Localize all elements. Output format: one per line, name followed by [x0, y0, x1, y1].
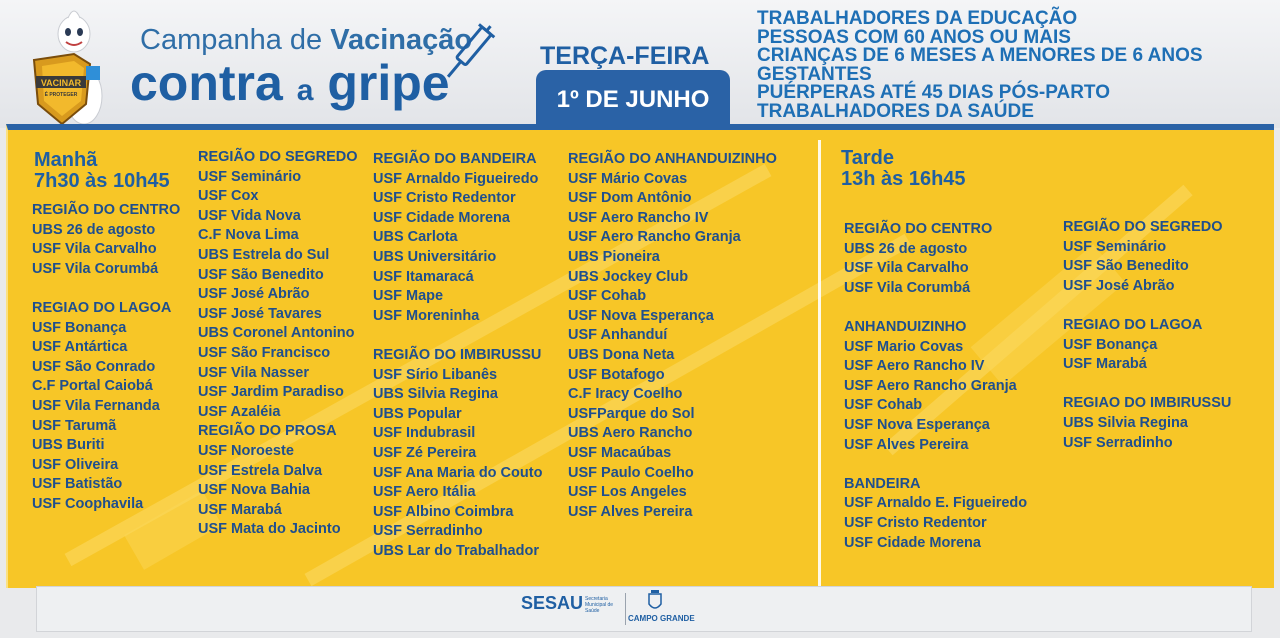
- health-unit-item: USF São Conrado: [32, 358, 156, 375]
- health-unit-item: USF Tarumã: [32, 417, 117, 434]
- health-unit-item: USF Dom Antônio: [568, 190, 692, 207]
- weekday-label: TERÇA-FEIRA: [540, 42, 710, 70]
- health-unit-item: USF Aero Itália: [373, 484, 476, 501]
- health-unit-item: USF Itamaracá: [373, 268, 474, 285]
- afternoon-column-2: [1063, 218, 1231, 453]
- health-unit-item: USF Jardim Paradiso: [198, 384, 344, 401]
- health-unit-item: USF Bonança: [1063, 336, 1158, 353]
- spacer: [1063, 375, 1231, 395]
- health-unit-item: UBS 26 de agosto: [844, 240, 968, 257]
- health-unit-item: UBS Jockey Club: [568, 268, 689, 285]
- health-unit-item: UBS 26 de agosto: [32, 221, 156, 238]
- health-unit-item: UBS Estrela do Sul: [198, 246, 330, 263]
- health-unit-item: UBS Lar do Trabalhador: [373, 542, 539, 559]
- health-unit-item: USF Alves Pereira: [844, 436, 969, 453]
- region-heading: REGIAO DO LAGOA: [32, 299, 172, 316]
- group-item: PUÉRPERAS ATÉ 45 DIAS PÓS-PARTO: [757, 82, 1110, 103]
- health-unit-item: USF São Benedito: [1063, 258, 1189, 275]
- group-item: TRABALHADORES DA EDUCAÇÃO: [757, 8, 1078, 29]
- health-unit-item: USF Mario Covas: [844, 338, 964, 355]
- health-unit-item: USF Cohab: [568, 288, 647, 305]
- health-unit-item: UBS Coronel Antonino: [198, 325, 355, 342]
- svg-text:É PROTEGER: É PROTEGER: [44, 92, 78, 98]
- health-unit-item: USF Cidade Morena: [844, 534, 981, 551]
- group-item: GESTANTES: [757, 63, 872, 85]
- region-heading: REGIÃO DO CENTRO: [844, 221, 993, 237]
- morning-column-2: [198, 148, 358, 540]
- health-unit-item: USF Moreninha: [373, 307, 480, 324]
- health-unit-item: USF Vila Nasser: [198, 364, 309, 381]
- health-unit-item: USF Vila Fernanda: [32, 397, 160, 414]
- schedule-panel: [6, 124, 1274, 588]
- health-unit-item: UBS Dona Neta: [568, 346, 675, 363]
- health-unit-item: USF Aero Rancho Granja: [568, 229, 741, 246]
- health-unit-item: USF Cox: [198, 188, 259, 205]
- sesau-subtitle: Secretaria Municipal de Saúde: [585, 596, 614, 614]
- health-unit-item: USF Mape: [373, 288, 444, 305]
- health-unit-item: UBS Popular: [373, 405, 462, 422]
- health-unit-item: USF Aero Rancho IV: [844, 358, 985, 375]
- health-unit-item: USF Mário Covas: [568, 170, 688, 187]
- health-unit-item: USF Coophavila: [32, 495, 144, 512]
- health-unit-item: UBS Pioneira: [568, 248, 660, 265]
- health-unit-item: UBS Buriti: [32, 437, 105, 454]
- health-unit-item: USF Los Angeles: [568, 484, 687, 501]
- morning-hours: 7h30 às 10h45: [34, 170, 170, 192]
- health-unit-item: C.F Nova Lima: [198, 227, 299, 244]
- svg-text:VACINAR: VACINAR: [40, 78, 82, 88]
- health-unit-item: C.F Portal Caiobá: [32, 378, 153, 395]
- health-unit-item: USF Zé Pereira: [373, 444, 477, 461]
- health-unit-item: USF Marabá: [198, 501, 282, 518]
- health-unit-item: UBS Silvia Regina: [373, 386, 498, 403]
- region-heading: REGIÃO DO SEGREDO: [1063, 219, 1223, 235]
- health-unit-item: USF Arnaldo E. Figueiredo: [844, 495, 1028, 512]
- health-unit-item: USF Seminário: [1063, 238, 1167, 255]
- health-unit-item: USF Mata do Jacinto: [198, 521, 341, 538]
- spacer: [844, 298, 1027, 318]
- syringe-icon: [440, 18, 496, 88]
- health-unit-item: USFParque do Sol: [568, 405, 695, 422]
- health-unit-item: USF Serradinho: [373, 523, 483, 540]
- health-unit-item: USF Sírio Libanês: [373, 366, 498, 383]
- health-unit-item: USF Cristo Redentor: [844, 514, 987, 531]
- health-unit-item: USF Vila Corumbá: [844, 279, 971, 296]
- group-item: CRIANÇAS DE 6 MESES A MENORES DE 6 ANOS: [757, 45, 1203, 66]
- health-unit-item: C.F Iracy Coelho: [568, 386, 683, 403]
- health-unit-item: USF Arnaldo Figueiredo: [373, 170, 539, 187]
- health-unit-item: USF Vila Carvalho: [844, 260, 969, 277]
- health-unit-item: USF Noroeste: [198, 442, 294, 459]
- header-banner: [0, 0, 1280, 128]
- health-unit-item: USF Paulo Coelho: [568, 464, 694, 481]
- footer-bar: [36, 586, 1252, 632]
- region-heading: REGIÃO DO PROSA: [198, 423, 337, 440]
- health-unit-item: USF Vila Carvalho: [32, 241, 157, 258]
- health-unit-item: USF São Francisco: [198, 344, 331, 361]
- spacer: [32, 279, 180, 299]
- group-item: TRABALHADORES DA SAÚDE: [757, 100, 1034, 122]
- region-heading: REGIÃO DO SEGREDO: [198, 149, 358, 165]
- region-heading: REGIÃO DO IMBIRUSSU: [373, 346, 542, 363]
- health-unit-item: USF José Abrão: [1063, 277, 1175, 294]
- health-unit-item: USF José Abrão: [198, 286, 310, 303]
- health-unit-item: USF Vida Nova: [198, 207, 301, 224]
- health-unit-item: USF Botafogo: [568, 366, 665, 383]
- health-unit-item: UBS Silvia Regina: [1063, 414, 1188, 431]
- health-unit-item: UBS Universitário: [373, 248, 497, 265]
- health-unit-item: USF Anhanduí: [568, 327, 668, 344]
- health-unit-item: USF Marabá: [1063, 356, 1147, 373]
- region-heading: REGIÃO DO ANHANDUIZINHO: [568, 151, 777, 167]
- health-unit-item: USF Bonança: [32, 319, 127, 336]
- health-unit-item: USF Indubrasil: [373, 425, 476, 442]
- spacer: [844, 455, 1027, 475]
- afternoon-time-label: [841, 148, 966, 190]
- health-unit-item: USF São Benedito: [198, 266, 324, 283]
- morning-column-3: [373, 150, 542, 561]
- spacer: [1063, 296, 1231, 316]
- health-unit-item: USF Oliveira: [32, 456, 119, 473]
- morning-label: Manhã: [34, 149, 98, 171]
- city-name: CAMPO GRANDE: [628, 614, 695, 623]
- city-crest-icon: [647, 590, 663, 612]
- region-heading: ANHANDUIZINHO: [844, 318, 967, 335]
- health-unit-item: USF Aero Rancho IV: [568, 209, 709, 226]
- health-unit-item: USF Ana Maria do Couto: [373, 464, 543, 481]
- group-item: PESSOAS COM 60 ANOS OU MAIS: [757, 26, 1071, 48]
- region-heading: REGIÃO DO BANDEIRA: [373, 151, 537, 167]
- health-unit-item: USF Estrela Dalva: [198, 462, 323, 479]
- region-heading: REGIAO DO IMBIRUSSU: [1063, 395, 1232, 412]
- health-unit-item: USF Cohab: [844, 397, 923, 414]
- health-unit-item: USF Albino Coimbra: [373, 503, 514, 520]
- health-unit-item: USF Cidade Morena: [373, 209, 510, 226]
- health-unit-item: USF Antártica: [32, 339, 128, 356]
- health-unit-item: USF Nova Esperança: [844, 416, 990, 433]
- priority-groups-list: [757, 10, 1203, 121]
- footer-separator: [625, 593, 626, 625]
- health-unit-item: USF Batistão: [32, 476, 123, 493]
- region-heading: REGIAO DO LAGOA: [1063, 316, 1203, 333]
- health-unit-item: USF Cristo Redentor: [373, 190, 516, 207]
- afternoon-column-1: [844, 220, 1027, 553]
- afternoon-hours: 13h às 16h45: [841, 168, 966, 190]
- health-unit-item: USF Serradinho: [1063, 434, 1173, 451]
- health-unit-item: USF Azaléia: [198, 403, 281, 420]
- morning-time-label: [34, 150, 170, 192]
- sesau-logo: SESAU: [521, 593, 584, 613]
- health-unit-item: USF Nova Esperança: [568, 307, 714, 324]
- date-badge: 1º DE JUNHO: [536, 70, 730, 128]
- spacer: [373, 326, 542, 346]
- health-unit-item: USF José Tavares: [198, 305, 322, 322]
- section-divider: [818, 140, 821, 588]
- afternoon-label: Tarde: [841, 147, 894, 169]
- campaign-title-line1: Campanha de Vacinação: [140, 24, 473, 56]
- health-unit-item: USF Nova Bahia: [198, 482, 310, 499]
- region-heading: BANDEIRA: [844, 475, 921, 492]
- region-heading: REGIÃO DO CENTRO: [32, 202, 181, 218]
- campaign-title-line2: contra a gripe: [130, 55, 450, 111]
- health-unit-item: USF Seminário: [198, 168, 302, 185]
- morning-column-1: [32, 201, 180, 515]
- mascot-logo-icon: [28, 8, 120, 128]
- health-unit-item: USF Alves Pereira: [568, 503, 693, 520]
- health-unit-item: USF Aero Rancho Granja: [844, 377, 1017, 394]
- health-unit-item: UBS Carlota: [373, 229, 458, 246]
- morning-column-4: [568, 150, 777, 522]
- health-unit-item: USF Vila Corumbá: [32, 260, 159, 277]
- health-unit-item: USF Macaúbas: [568, 444, 672, 461]
- health-unit-item: UBS Aero Rancho: [568, 425, 693, 442]
